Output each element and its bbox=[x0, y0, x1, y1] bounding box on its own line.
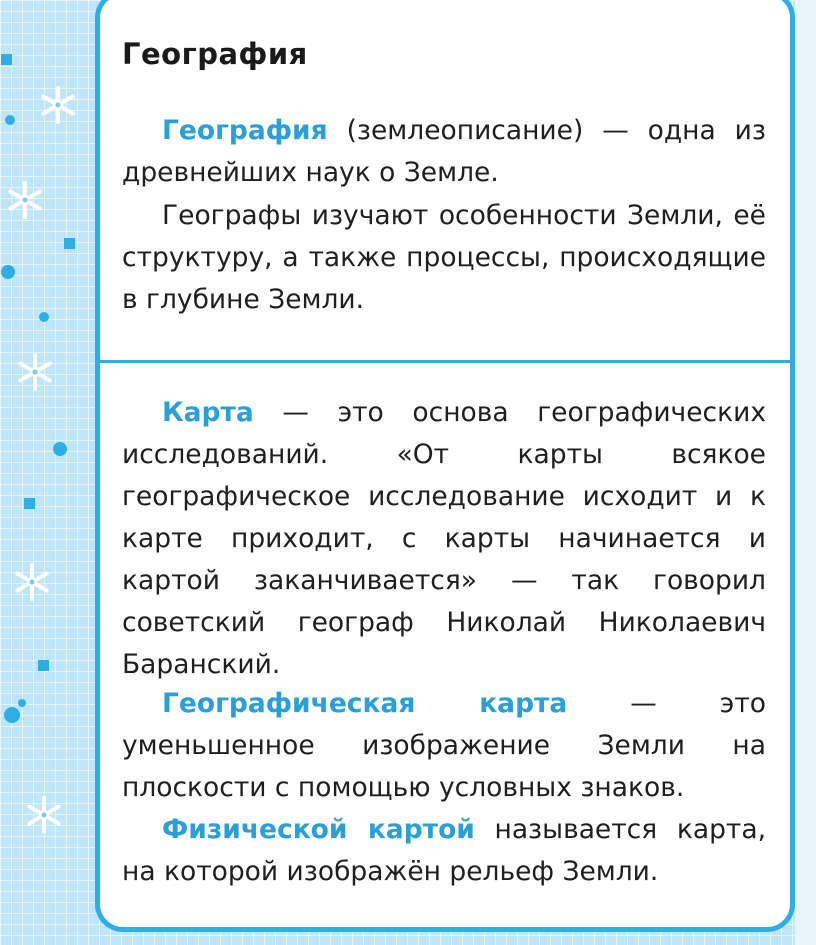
paragraph-geographers bbox=[122, 195, 766, 321]
content-card bbox=[95, 0, 795, 932]
section-geography bbox=[100, 0, 790, 360]
square-icon bbox=[24, 498, 35, 509]
snowflake-icon bbox=[29, 798, 58, 832]
snowflake-icon bbox=[20, 355, 49, 389]
paragraph-text: (землеописание) — одна из древнейших наук о Земле. bbox=[122, 115, 766, 188]
square-icon bbox=[1, 54, 12, 65]
term-map: Карта bbox=[162, 397, 254, 428]
dot-icon bbox=[18, 699, 26, 707]
snowflake-icon bbox=[17, 565, 46, 599]
paragraph-geography-definition bbox=[122, 110, 766, 194]
snowflake-icon bbox=[43, 88, 72, 122]
term-physical-map: Физической картой bbox=[162, 814, 475, 845]
term-geographic-map: Географическая карта bbox=[162, 688, 568, 719]
page-title: География bbox=[122, 37, 308, 71]
decorative-sidebar bbox=[0, 0, 100, 945]
dot-icon bbox=[5, 115, 15, 125]
square-icon bbox=[64, 238, 75, 249]
snowflake-icon bbox=[10, 183, 39, 217]
term-geography: География bbox=[162, 115, 328, 146]
paragraph-text: — это основа географических исследований. «От карты всякое географическое исследование исходит и к карте приходит, с карты начинается и картой заканчивается» — так говорил советский географ Николай Николаевич Баранский. bbox=[122, 397, 766, 680]
square-icon bbox=[38, 660, 49, 671]
paragraph-text: Географы изучают особенности Земли, её структуру, а также процессы, происходящие в глубине Земли. bbox=[122, 200, 766, 315]
dot-icon bbox=[53, 442, 67, 456]
dot-icon bbox=[39, 312, 49, 322]
right-edge-strip bbox=[795, 0, 816, 945]
dot-icon bbox=[1, 265, 15, 279]
paragraph-physical-map bbox=[122, 809, 766, 893]
dot-icon bbox=[4, 707, 20, 723]
paragraph-text: — это уменьшенное изображение Земли на плоскости с помощью условных знаков. bbox=[122, 688, 766, 803]
paragraph-map-definition bbox=[122, 392, 766, 686]
section-map bbox=[100, 363, 790, 927]
paragraph-geographic-map bbox=[122, 683, 766, 809]
paragraph-text: называется карта, на которой изображён рельеф Земли. bbox=[122, 814, 766, 887]
